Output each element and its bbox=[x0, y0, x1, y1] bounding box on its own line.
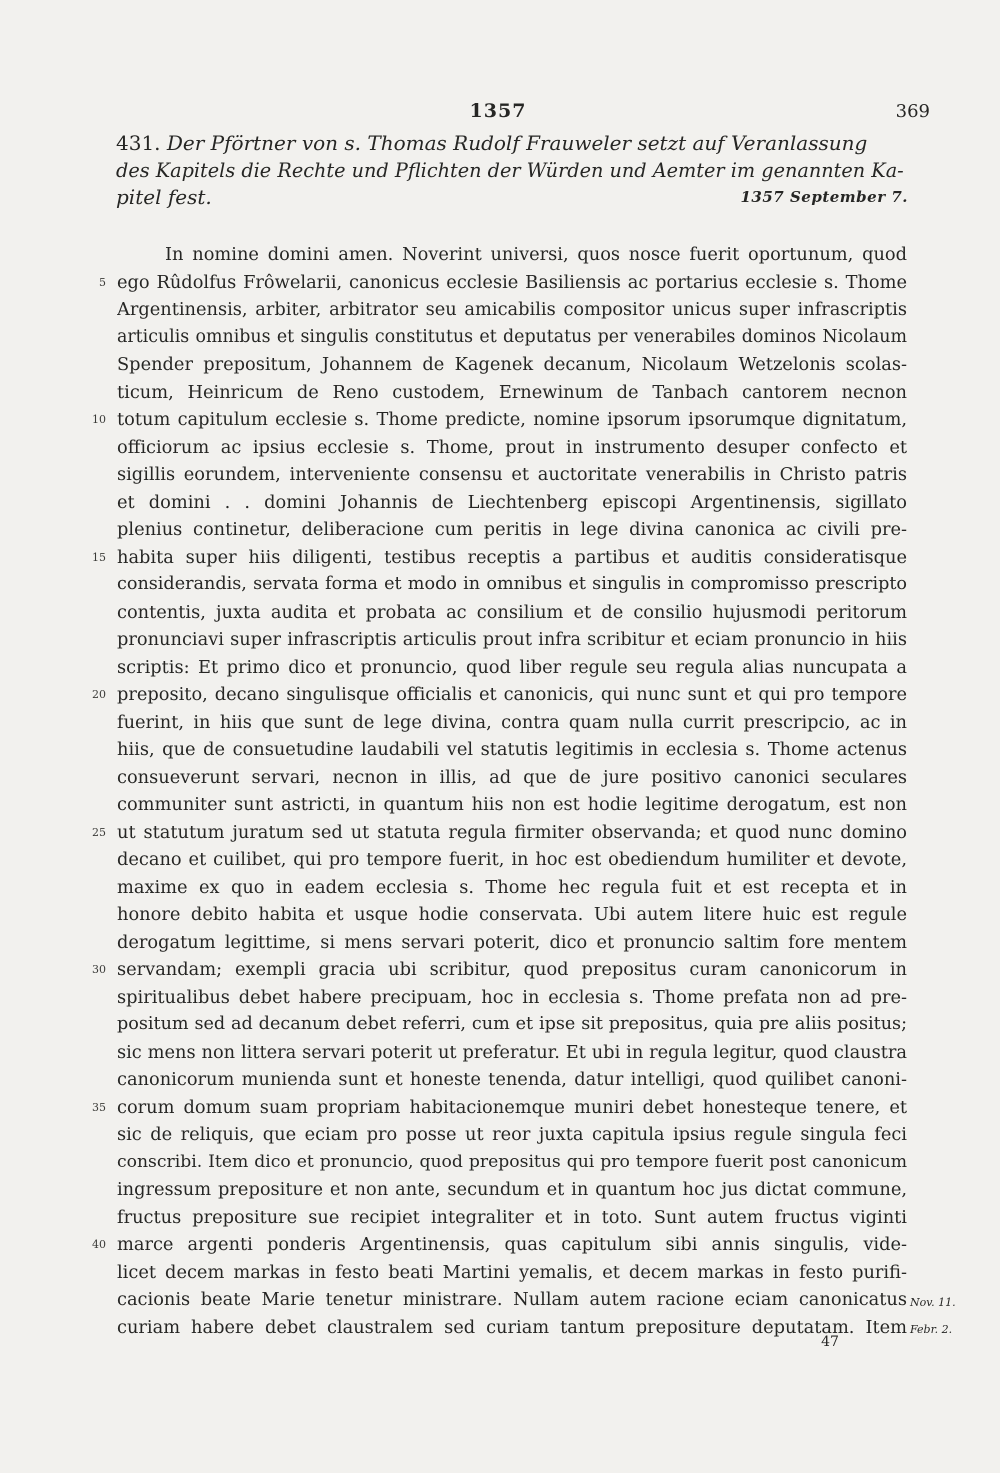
text-line: sigillis eorundem, interveniente consensu et auctoritate venerabilis in Christo patris bbox=[117, 464, 907, 485]
text-line: honore debito habita et usque hodie conservata. Ubi autem litere huic est regule bbox=[117, 904, 907, 925]
document-heading bbox=[116, 130, 908, 211]
line-number: 15 bbox=[92, 550, 106, 564]
text-line: sic de reliquis, que eciam pro posse ut reor juxta capitula ipsius regule singula feci bbox=[117, 1124, 907, 1145]
document-date: 1357 September 7. bbox=[740, 188, 908, 206]
text-line: ticum, Heinricum de Reno custodem, Ernewinum de Tanbach cantorem necnon bbox=[117, 381, 907, 403]
text-line: maxime ex quo in eadem ecclesia s. Thome hec regula fuit et est recepta et in bbox=[117, 876, 907, 898]
heading-line-2: des Kapitels die Rechte und Pflichten der Würden und Aemter im genannten Ka- bbox=[116, 159, 904, 182]
text-line: communiter sunt astricti, in quantum hiis non est hodie legitime derogatum, est non bbox=[117, 794, 907, 815]
text-line: corum domum suam propriam habitacionemque muniri debet honesteque tenere, et bbox=[117, 1096, 907, 1118]
document-body bbox=[117, 241, 907, 1341]
margin-note-date: Nov. 11. bbox=[910, 1296, 956, 1309]
text-line: positum sed ad decanum debet referri, cum et ipse sit prepositus, quia pre aliis positus; bbox=[117, 1014, 907, 1034]
text-line: cacionis beate Marie tenetur ministrare. Nullam autem racione eciam canonicatus bbox=[117, 1289, 907, 1310]
text-line: officiorum ac ipsius ecclesie s. Thome, prout in instrumento desuper confecto et bbox=[117, 436, 907, 458]
text-line: fructus prepositure sue recipiet integraliter et in toto. Sunt autem fructus viginti bbox=[117, 1206, 907, 1228]
text-line: contentis, juxta audita et probata ac consilium et de consilio hujusmodi peritorum bbox=[117, 601, 907, 623]
text-line: hiis, que de consuetudine laudabili vel statutis legitimis in ecclesia s. Thome actenus bbox=[117, 739, 907, 760]
text-line: considerandis, servata forma et modo in omnibus et singulis in compromisso prescripto bbox=[117, 574, 907, 594]
document-number: 431. bbox=[116, 131, 161, 155]
line-number: 40 bbox=[92, 1238, 106, 1251]
signature-mark: 47 bbox=[821, 1334, 839, 1350]
text-line: marce argenti ponderis Argentinensis, quas capitulum sibi annis singulis, vide- bbox=[117, 1234, 907, 1255]
text-line: derogatum legittime, si mens servari poterit, dico et pronuncio saltim fore mentem bbox=[117, 931, 907, 953]
text-line: preposito, decano singulisque officialis et canonicis, qui nunc sunt et qui pro tempore bbox=[117, 684, 907, 705]
text-line: plenius continetur, deliberacione cum peritis in lege divina canonica ac civili pre- bbox=[117, 519, 907, 540]
text-line: ut statutum juratum sed ut statuta regula firmiter observanda; et quod nunc domino bbox=[117, 821, 907, 843]
text-line: decano et cuilibet, qui pro tempore fuerit, in hoc est obediendum humiliter et devote, bbox=[117, 849, 907, 870]
text-line: Spender prepositum, Johannem de Kagenek decanum, Nicolaum Wetzelonis scolas- bbox=[117, 354, 907, 375]
text-line: conscribi. Item dico et pronuncio, quod prepositus qui pro tempore fuerit post canonicum bbox=[117, 1151, 907, 1172]
text-line: spiritualibus debet habere precipuam, hoc in ecclesia s. Thome prefata non ad pre- bbox=[117, 986, 907, 1008]
text-line: consueverunt servari, necnon in illis, ad que de jure positivo canonici seculares bbox=[117, 766, 907, 788]
text-line: Argentinensis, arbiter, arbitrator seu amicabilis compositor unicus super infrascriptis bbox=[117, 299, 907, 320]
text-line: et domini . . domini Johannis de Liechtenberg episcopi Argentinensis, sigillato bbox=[117, 491, 907, 513]
text-line: habita super hiis diligenti, testibus receptis a partibus et auditis consideratisque bbox=[117, 546, 907, 568]
line-number: 5 bbox=[99, 275, 106, 289]
text-line: pronunciavi super infrascriptis articulis prout infra scribitur et eciam pronuncio in hiis bbox=[117, 629, 907, 650]
heading-title-end: pitel fest. bbox=[116, 185, 212, 209]
text-line: scriptis: Et primo dico et pronuncio, quod liber regule seu regula alias nuncupata a bbox=[117, 656, 907, 678]
line-number: 30 bbox=[92, 963, 106, 976]
line-number: 25 bbox=[92, 825, 106, 839]
text-line: sic mens non littera servari poterit ut preferatur. Et ubi in regula legitur, quod claustra bbox=[117, 1041, 907, 1063]
year-heading: 1357 bbox=[469, 100, 527, 122]
text-line: totum capitulum ecclesie s. Thome predicte, nomine ipsorum ipsorumque dignitatum, bbox=[117, 409, 907, 430]
text-line: fuerint, in hiis que sunt de lege divina, contra quam nulla currit prescripcio, ac in bbox=[117, 711, 907, 733]
heading-line-3 bbox=[116, 184, 908, 211]
page-header bbox=[0, 100, 1000, 130]
text-line: In nomine domini amen. Noverint universi, quos nosce fuerit oportunum, quod bbox=[165, 244, 907, 265]
line-number: 10 bbox=[92, 413, 106, 426]
text-line: ego Rûdolfus Frôwelarii, canonicus ecclesie Basiliensis ac portarius ecclesie s. Thome bbox=[117, 271, 907, 293]
line-number: 20 bbox=[92, 688, 106, 701]
text-line: articulis omnibus et singulis constitutus et deputatus per venerabiles dominos Nicolaum bbox=[117, 326, 907, 347]
heading-line-1 bbox=[116, 130, 908, 157]
text-line: curiam habere debet claustralem sed curiam tantum prepositure deputatam. Item bbox=[117, 1316, 907, 1338]
text-line: canonicorum munienda sunt et honeste tenenda, datur intelligi, quod quilibet canoni- bbox=[117, 1069, 907, 1090]
text-line: ingressum prepositure et non ante, secundum et in quantum hoc jus dictat commune, bbox=[117, 1179, 907, 1200]
text-line: servandam; exempli gracia ubi scribitur, quod prepositus curam canonicorum in bbox=[117, 959, 907, 980]
margin-note-date: Febr. 2. bbox=[910, 1323, 953, 1336]
text-line: licet decem markas in festo beati Martini yemalis, et decem markas in festo purifi- bbox=[117, 1261, 907, 1283]
line-number: 35 bbox=[92, 1100, 106, 1114]
heading-title-start: Der Pförtner von s. Thomas Rudolf Frauweler setzt auf Veranlassung bbox=[166, 131, 868, 155]
page-number: 369 bbox=[895, 101, 930, 122]
